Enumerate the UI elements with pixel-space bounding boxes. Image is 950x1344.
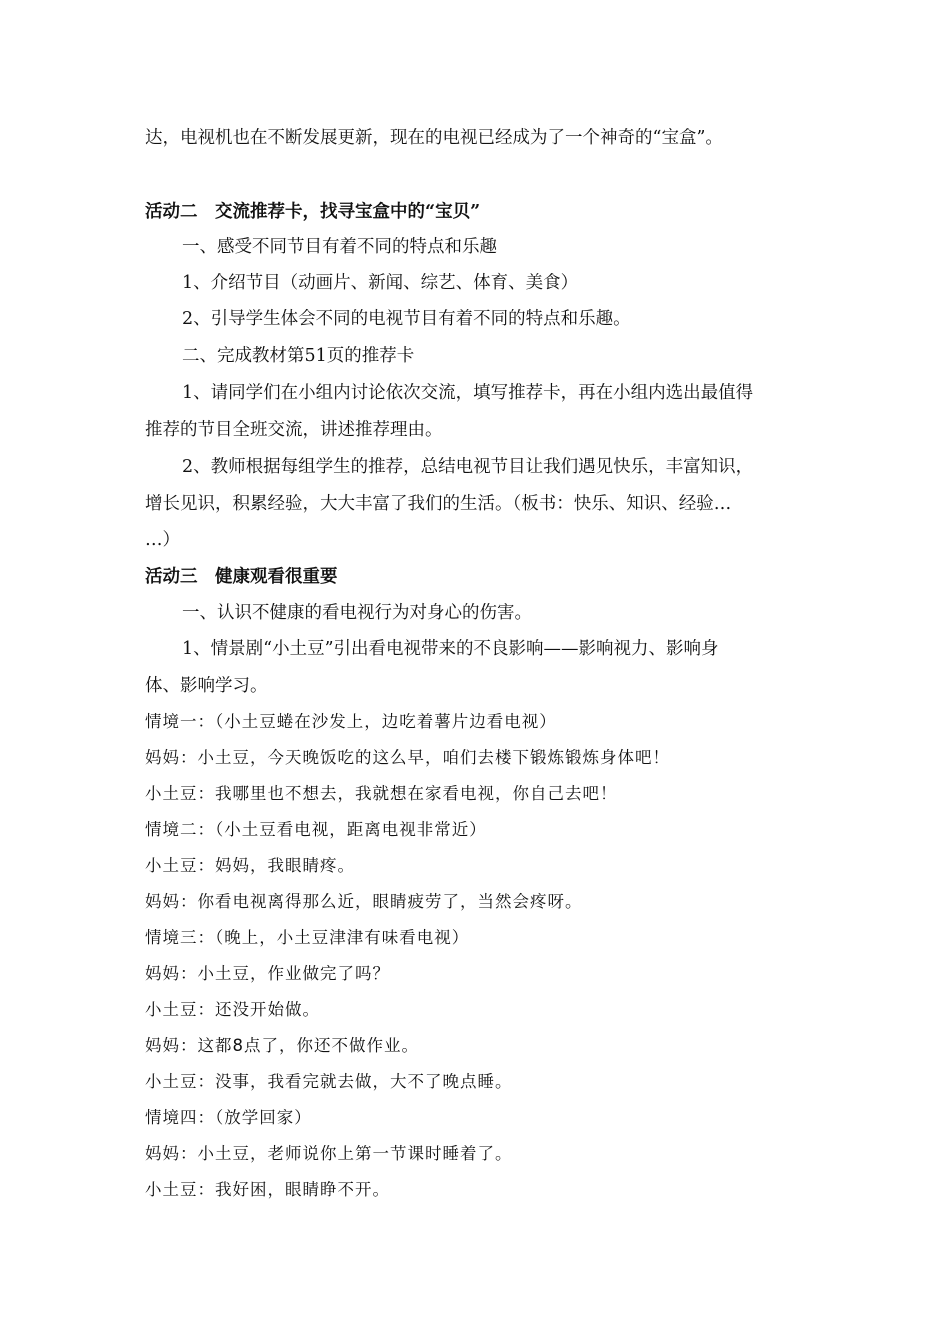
paragraph-line: 1、情景剧“小土豆”引出看电视带来的不良影响——影响视力、影响身 [182, 639, 719, 659]
script-line: 情境三：（晚上，小土豆津津有味看电视） [145, 928, 470, 947]
section-heading: 活动三 健康观看很重要 [145, 567, 338, 587]
script-line: 小土豆：我好困，眼睛睁不开。 [145, 1180, 390, 1199]
script-line: 妈妈：小土豆，老师说你上第一节课时睡着了。 [145, 1144, 513, 1163]
script-line: 情境四：（放学回家） [145, 1108, 312, 1127]
paragraph-line: 达，电视机也在不断发展更新，现在的电视已经成为了一个神奇的“宝盒”。 [145, 128, 723, 148]
script-line: 小土豆：妈妈，我眼睛疼。 [145, 856, 355, 875]
subheading: 二、完成教材第51页的推荐卡 [182, 346, 415, 366]
script-line: 妈妈：这都8点了，你还不做作业。 [145, 1036, 419, 1055]
script-line: 妈妈：小土豆，今天晚饭吃的这么早，咱们去楼下锻炼锻炼身体吧！ [145, 748, 670, 767]
script-line: 小土豆：我哪里也不想去，我就想在家看电视，你自己去吧！ [145, 784, 618, 803]
paragraph-line: …） [145, 530, 180, 550]
paragraph-line: 增长见识，积累经验，大大丰富了我们的生活。（板书：快乐、知识、经验… [145, 494, 732, 514]
section-heading: 活动二 交流推荐卡，找寻宝盒中的“宝贝” [145, 202, 481, 222]
paragraph-line: 2、引导学生体会不同的电视节目有着不同的特点和乐趣。 [182, 309, 631, 329]
subheading: 一、感受不同节目有着不同的特点和乐趣 [182, 237, 497, 257]
subheading: 一、认识不健康的看电视行为对身心的伤害。 [182, 603, 532, 623]
script-line: 妈妈：你看电视离得那么近，眼睛疲劳了，当然会疼呀。 [145, 892, 583, 911]
paragraph-line: 1、请同学们在小组内讨论依次交流，填写推荐卡，再在小组内选出最值得 [182, 383, 754, 403]
script-line: 小土豆：还没开始做。 [145, 1000, 320, 1019]
script-line: 妈妈：小土豆，作业做完了吗？ [145, 964, 390, 983]
paragraph-line: 1、介绍节目（动画片、新闻、综艺、体育、美食） [182, 273, 579, 293]
paragraph-line: 推荐的节目全班交流，讲述推荐理由。 [145, 420, 443, 440]
script-line: 小土豆：没事，我看完就去做，大不了晚点睡。 [145, 1072, 513, 1091]
paragraph-line: 2、教师根据每组学生的推荐，总结电视节目让我们遇见快乐，丰富知识， [182, 457, 754, 477]
script-line: 情境二：（小土豆看电视，距离电视非常近） [145, 820, 487, 839]
script-line: 情境一：（小土豆蜷在沙发上，边吃着薯片边看电视） [145, 712, 557, 731]
paragraph-line: 体、影响学习。 [145, 676, 268, 696]
